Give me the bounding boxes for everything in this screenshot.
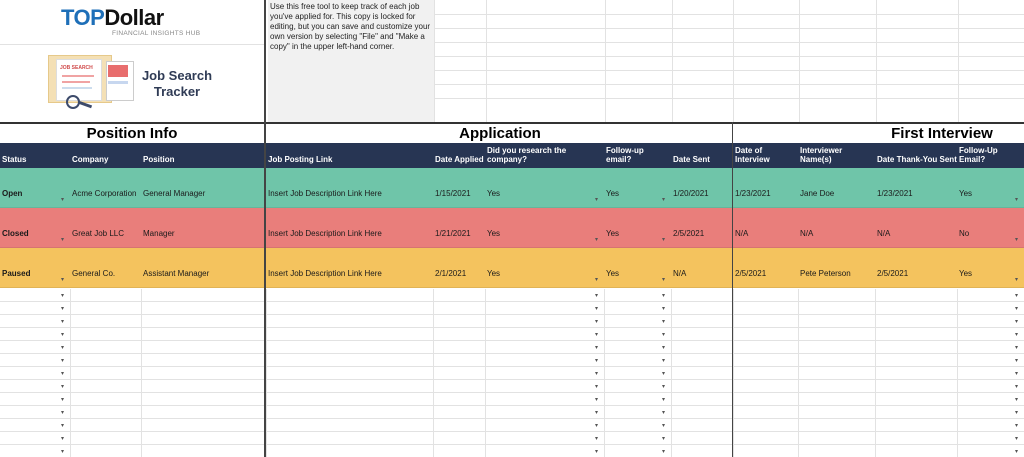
dropdown-arrow-icon[interactable]: ▾ xyxy=(662,410,666,416)
grid-line xyxy=(266,289,267,457)
grid-line xyxy=(0,44,264,45)
cell-status[interactable]: Paused xyxy=(2,269,31,278)
section-divider xyxy=(264,0,266,457)
column-header[interactable]: Date Applied xyxy=(435,155,484,164)
cell-researched[interactable]: Yes xyxy=(487,269,501,278)
cell-date-sent[interactable]: N/A xyxy=(673,269,687,278)
grid-line xyxy=(434,84,1024,85)
grid-line xyxy=(434,70,1024,71)
dropdown-arrow-icon[interactable]: ▾ xyxy=(662,277,666,283)
column-header[interactable]: Position xyxy=(143,155,175,164)
dropdown-arrow-icon[interactable]: ▾ xyxy=(1015,423,1019,429)
dropdown-arrow-icon[interactable]: ▾ xyxy=(61,319,65,325)
dropdown-arrow-icon[interactable]: ▾ xyxy=(662,237,666,243)
cell-followup-email[interactable]: No xyxy=(959,229,970,238)
dropdown-arrow-icon[interactable]: ▾ xyxy=(662,319,666,325)
table-row xyxy=(0,248,1024,288)
dropdown-arrow-icon[interactable]: ▾ xyxy=(595,293,599,299)
grid-line xyxy=(958,0,959,122)
grid-line xyxy=(672,0,673,122)
dropdown-arrow-icon[interactable]: ▾ xyxy=(61,345,65,351)
dropdown-arrow-icon[interactable]: ▾ xyxy=(61,237,65,243)
cell-date-applied[interactable]: 1/21/2021 xyxy=(435,229,471,238)
dropdown-arrow-icon[interactable]: ▾ xyxy=(595,277,599,283)
dropdown-arrow-icon[interactable]: ▾ xyxy=(1015,293,1019,299)
grid-line xyxy=(485,289,486,457)
dropdown-arrow-icon[interactable]: ▾ xyxy=(61,397,65,403)
grid-line xyxy=(671,289,672,457)
table-row xyxy=(0,168,1024,208)
logo-subtitle: FINANCIAL INSIGHTS HUB xyxy=(112,30,201,37)
dropdown-arrow-icon[interactable]: ▾ xyxy=(595,423,599,429)
dropdown-arrow-icon[interactable]: ▾ xyxy=(1015,371,1019,377)
grid-line xyxy=(0,327,1024,328)
cell-interview-date[interactable]: 2/5/2021 xyxy=(735,269,767,278)
cell-link[interactable]: Insert Job Description Link Here xyxy=(268,269,382,278)
grid-line xyxy=(799,0,800,122)
dropdown-arrow-icon[interactable]: ▾ xyxy=(1015,358,1019,364)
grid-line xyxy=(0,392,1024,393)
column-header[interactable]: Follow-up email? xyxy=(606,146,644,164)
dropdown-arrow-icon[interactable]: ▾ xyxy=(1015,237,1019,243)
cell-interviewer[interactable]: Jane Doe xyxy=(800,189,835,198)
cell-link[interactable]: Insert Job Description Link Here xyxy=(268,189,382,198)
dropdown-arrow-icon[interactable]: ▾ xyxy=(662,384,666,390)
cell-researched[interactable]: Yes xyxy=(487,189,501,198)
dropdown-arrow-icon[interactable]: ▾ xyxy=(61,436,65,442)
grid-line xyxy=(876,0,877,122)
dropdown-arrow-icon[interactable]: ▾ xyxy=(662,423,666,429)
dropdown-arrow-icon[interactable]: ▾ xyxy=(61,306,65,312)
grid-line xyxy=(0,431,1024,432)
cell-company[interactable]: Great Job LLC xyxy=(72,229,125,238)
grid-line xyxy=(957,289,958,457)
dropdown-arrow-icon[interactable]: ▾ xyxy=(61,449,65,455)
grid-line xyxy=(875,289,876,457)
cell-link[interactable]: Insert Job Description Link Here xyxy=(268,229,382,238)
topdollar-logo xyxy=(61,5,164,31)
section-position-info: Position Info xyxy=(86,125,178,142)
grid-line xyxy=(733,289,734,457)
column-header[interactable]: Did you research the company? xyxy=(487,146,567,164)
dropdown-arrow-icon[interactable]: ▾ xyxy=(595,410,599,416)
section-application: Application xyxy=(459,125,541,142)
dropdown-arrow-icon[interactable]: ▾ xyxy=(1015,397,1019,403)
dropdown-arrow-icon[interactable]: ▾ xyxy=(662,197,666,203)
section-first-interview: First Interview xyxy=(891,125,993,142)
dropdown-arrow-icon[interactable]: ▾ xyxy=(595,449,599,455)
cell-company[interactable]: General Co. xyxy=(72,269,116,278)
dropdown-arrow-icon[interactable]: ▾ xyxy=(595,397,599,403)
dropdown-arrow-icon[interactable]: ▾ xyxy=(1015,319,1019,325)
grid-line xyxy=(0,314,1024,315)
cell-status[interactable]: Closed xyxy=(2,229,29,238)
grid-line xyxy=(0,366,1024,367)
dropdown-arrow-icon[interactable]: ▾ xyxy=(662,449,666,455)
column-header[interactable]: Date Sent xyxy=(673,155,710,164)
grid-line xyxy=(0,287,1024,288)
dropdown-arrow-icon[interactable]: ▾ xyxy=(1015,384,1019,390)
grid-line xyxy=(434,14,1024,15)
dropdown-arrow-icon[interactable]: ▾ xyxy=(1015,345,1019,351)
cell-date-applied[interactable]: 2/1/2021 xyxy=(435,269,467,278)
dropdown-arrow-icon[interactable]: ▾ xyxy=(61,371,65,377)
grid-line xyxy=(434,98,1024,99)
dropdown-arrow-icon[interactable]: ▾ xyxy=(61,384,65,390)
dropdown-arrow-icon[interactable]: ▾ xyxy=(61,410,65,416)
cell-thankyou-date[interactable]: 1/23/2021 xyxy=(877,189,913,198)
cell-thankyou-date[interactable]: N/A xyxy=(877,229,891,238)
column-header[interactable]: Date of Interview xyxy=(735,146,770,164)
cell-researched[interactable]: Yes xyxy=(487,229,501,238)
grid-line xyxy=(0,405,1024,406)
cell-date-applied[interactable]: 1/15/2021 xyxy=(435,189,471,198)
grid-line xyxy=(733,0,734,122)
column-header[interactable]: Job Posting Link xyxy=(268,155,333,164)
cell-position[interactable]: General Manager xyxy=(143,189,206,198)
grid-line xyxy=(70,289,71,457)
cell-position[interactable]: Manager xyxy=(143,229,175,238)
grid-line xyxy=(798,289,799,457)
dropdown-arrow-icon[interactable]: ▾ xyxy=(595,319,599,325)
cell-followup[interactable]: Yes xyxy=(606,229,620,238)
cell-company[interactable]: Acme Corporation xyxy=(72,189,137,198)
dropdown-arrow-icon[interactable]: ▾ xyxy=(61,358,65,364)
section-divider xyxy=(732,122,733,457)
dropdown-arrow-icon[interactable]: ▾ xyxy=(595,384,599,390)
dropdown-arrow-icon[interactable]: ▾ xyxy=(595,436,599,442)
cell-followup-email[interactable]: Yes xyxy=(959,189,973,198)
cell-followup[interactable]: Yes xyxy=(606,269,620,278)
illustration-label: JOB SEARCH xyxy=(60,65,93,71)
cell-followup-email[interactable]: Yes xyxy=(959,269,973,278)
tracker-title: Job Search Tracker xyxy=(141,68,213,99)
column-header[interactable]: Date Thank-You Sent xyxy=(877,155,957,164)
cell-status[interactable]: Open xyxy=(2,189,23,198)
dropdown-arrow-icon[interactable]: ▾ xyxy=(662,345,666,351)
grid-line xyxy=(0,340,1024,341)
dropdown-arrow-icon[interactable]: ▾ xyxy=(595,237,599,243)
grid-line xyxy=(141,289,142,457)
dropdown-arrow-icon[interactable]: ▾ xyxy=(662,397,666,403)
grid-line xyxy=(434,42,1024,43)
cell-interviewer[interactable]: N/A xyxy=(800,229,814,238)
grid-line xyxy=(0,444,1024,445)
grid-line xyxy=(486,0,487,122)
dropdown-arrow-icon[interactable]: ▾ xyxy=(595,371,599,377)
dropdown-arrow-icon[interactable]: ▾ xyxy=(662,293,666,299)
cell-interview-date[interactable]: 1/23/2021 xyxy=(735,189,771,198)
dropdown-arrow-icon[interactable]: ▾ xyxy=(61,197,65,203)
dropdown-arrow-icon[interactable]: ▾ xyxy=(1015,332,1019,338)
column-header[interactable]: Interviewer Name(s) xyxy=(800,146,843,164)
dropdown-arrow-icon[interactable]: ▾ xyxy=(61,423,65,429)
dropdown-arrow-icon[interactable]: ▾ xyxy=(1015,197,1019,203)
dropdown-arrow-icon[interactable]: ▾ xyxy=(1015,410,1019,416)
instructions-text: Use this free tool to keep track of each job you've applied for. This copy is locked for editing, but you can save and customize your own version by selecting "File" and "Make a copy" in the upper left-hand corner. xyxy=(268,0,434,122)
cell-interviewer[interactable]: Pete Peterson xyxy=(800,269,851,278)
dropdown-arrow-icon[interactable]: ▾ xyxy=(662,436,666,442)
dropdown-arrow-icon[interactable]: ▾ xyxy=(595,197,599,203)
dropdown-arrow-icon[interactable]: ▾ xyxy=(61,293,65,299)
dropdown-arrow-icon[interactable]: ▾ xyxy=(1015,436,1019,442)
table-row xyxy=(0,208,1024,248)
grid-line xyxy=(434,56,1024,57)
dropdown-arrow-icon[interactable]: ▾ xyxy=(61,277,65,283)
column-header[interactable]: Status xyxy=(2,155,27,164)
dropdown-arrow-icon[interactable]: ▾ xyxy=(595,345,599,351)
column-header[interactable]: Follow-Up Email? xyxy=(959,146,998,164)
cell-date-sent[interactable]: 1/20/2021 xyxy=(673,189,709,198)
column-header[interactable]: Company xyxy=(72,155,109,164)
grid-line xyxy=(0,353,1024,354)
cell-interview-date[interactable]: N/A xyxy=(735,229,749,238)
dropdown-arrow-icon[interactable]: ▾ xyxy=(1015,449,1019,455)
dropdown-arrow-icon[interactable]: ▾ xyxy=(61,332,65,338)
cell-date-sent[interactable]: 2/5/2021 xyxy=(673,229,705,238)
dropdown-arrow-icon[interactable]: ▾ xyxy=(662,332,666,338)
grid-line xyxy=(434,0,435,122)
grid-line xyxy=(433,289,434,457)
cell-followup[interactable]: Yes xyxy=(606,189,620,198)
dropdown-arrow-icon[interactable]: ▾ xyxy=(595,306,599,312)
dropdown-arrow-icon[interactable]: ▾ xyxy=(662,358,666,364)
dropdown-arrow-icon[interactable]: ▾ xyxy=(595,358,599,364)
job-search-illustration xyxy=(48,55,134,107)
dropdown-arrow-icon[interactable]: ▾ xyxy=(662,306,666,312)
grid-line xyxy=(434,28,1024,29)
dropdown-arrow-icon[interactable]: ▾ xyxy=(1015,277,1019,283)
logo-top-text: TOP xyxy=(61,5,105,30)
dropdown-arrow-icon[interactable]: ▾ xyxy=(1015,306,1019,312)
grid-line xyxy=(0,379,1024,380)
grid-line xyxy=(604,289,605,457)
grid-line xyxy=(605,0,606,122)
cell-thankyou-date[interactable]: 2/5/2021 xyxy=(877,269,909,278)
dropdown-arrow-icon[interactable]: ▾ xyxy=(662,371,666,377)
logo-dollar-text: Dollar xyxy=(104,5,164,30)
cell-position[interactable]: Assistant Manager xyxy=(143,269,210,278)
grid-line xyxy=(0,301,1024,302)
grid-line xyxy=(0,418,1024,419)
dropdown-arrow-icon[interactable]: ▾ xyxy=(595,332,599,338)
